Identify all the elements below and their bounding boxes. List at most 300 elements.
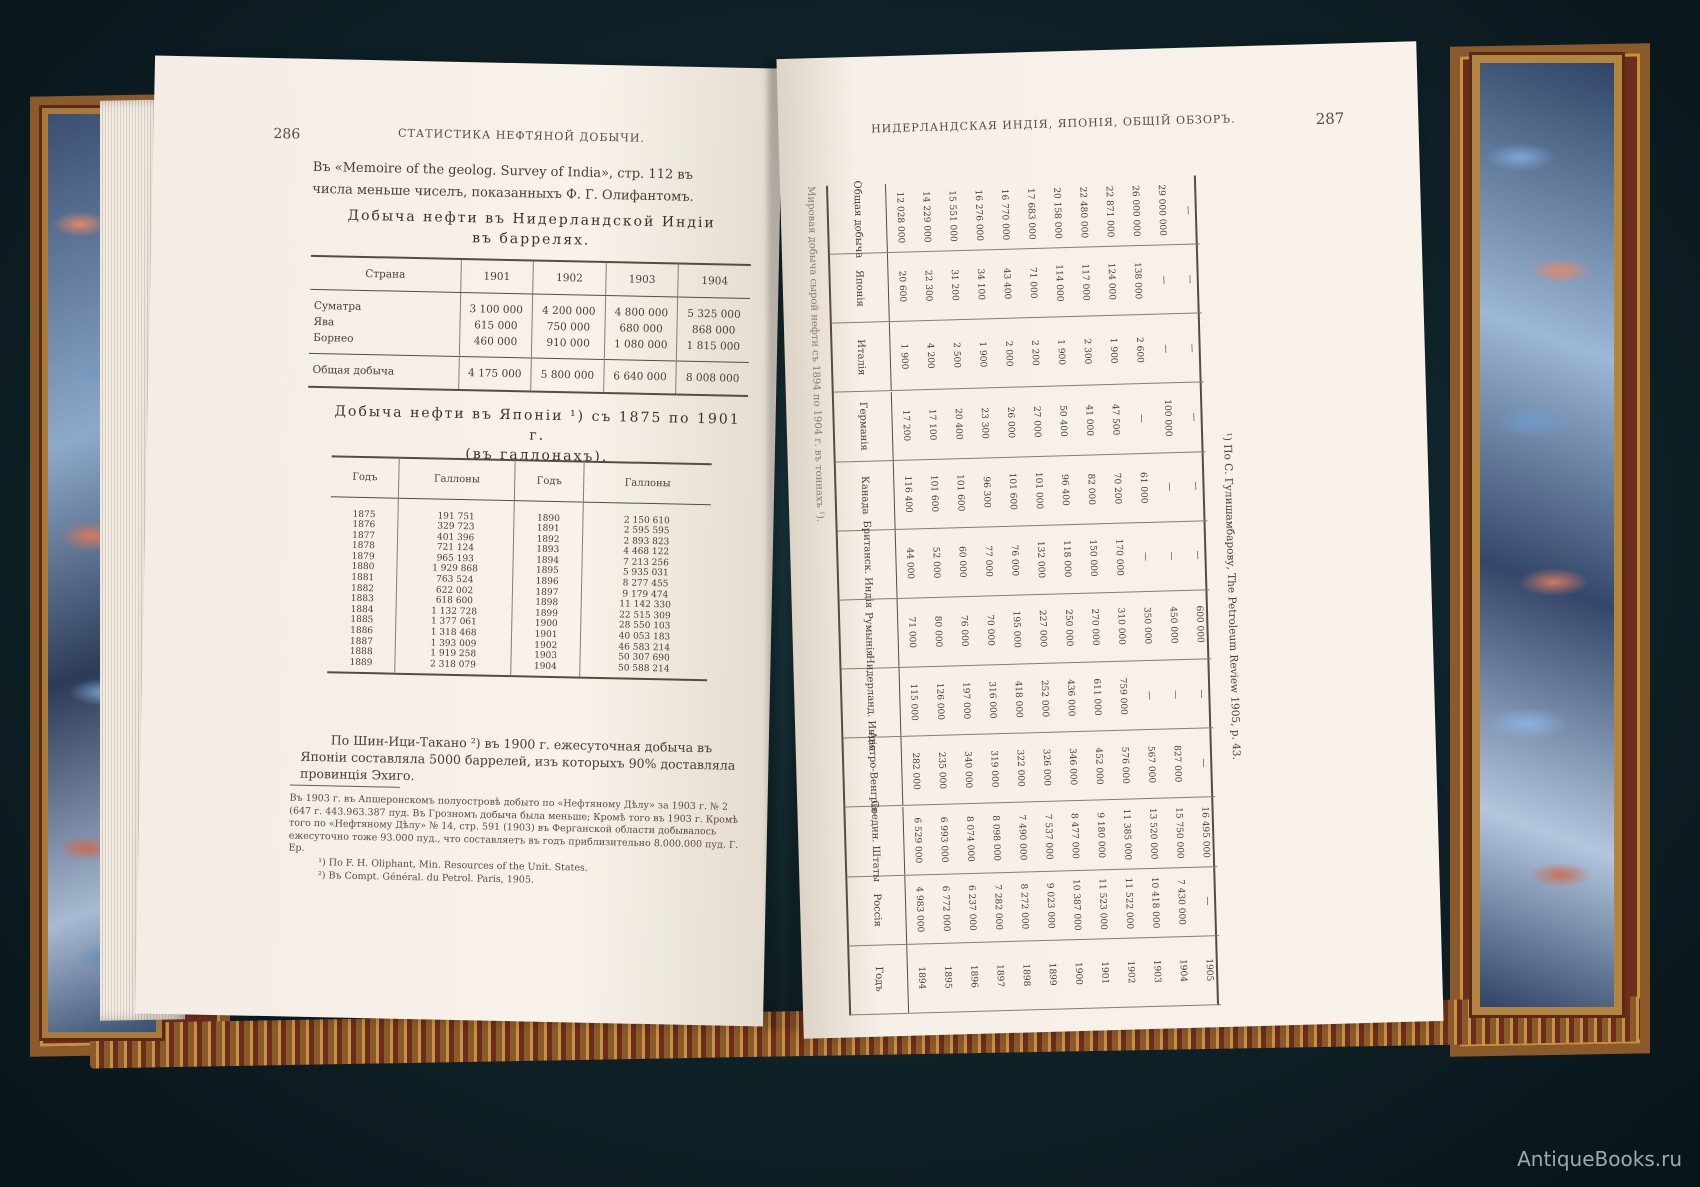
intro-text <box>312 157 773 211</box>
footnote-rule <box>290 785 400 788</box>
table-cell: 28 550 103 <box>580 620 708 633</box>
table-cell: — <box>1169 689 1181 700</box>
table-cell: — <box>1164 482 1175 492</box>
table-cell: 1891 <box>514 523 583 535</box>
table-column <box>830 245 1202 324</box>
table-cell: — <box>1184 274 1195 284</box>
table-cell: 15 750 000 <box>1173 806 1185 859</box>
intro-line-2: числа меньше чиселъ, показанныхъ Ф. Г. Олифантомъ. <box>312 181 694 205</box>
table-cell: 6 529 000 <box>911 817 923 864</box>
table-cell: 117 000 <box>1079 263 1091 301</box>
table-cell: 2 500 <box>950 341 962 368</box>
table-cell: 418 000 <box>1012 680 1024 718</box>
table-cell: 40 053 183 <box>580 631 708 644</box>
table-cell: 4 983 000 <box>913 886 925 933</box>
table-cell: 61 000 <box>1137 471 1149 504</box>
column-values <box>894 314 1202 391</box>
column-header <box>830 253 890 323</box>
table-cell: 76 000 <box>1008 544 1020 577</box>
table-cell: 31 200 <box>948 269 960 302</box>
table-cell: 250 000 <box>1062 609 1074 648</box>
table-cell: 452 000 <box>1092 747 1105 785</box>
table-cell: 252 000 <box>1038 679 1050 717</box>
table-cell: 4 468 122 <box>582 546 710 559</box>
table-cell: 316 000 <box>986 680 998 719</box>
table-header-cell: Галлоны <box>398 458 515 501</box>
table-cell: 2 200 <box>1029 339 1040 366</box>
table-cell: 1 815 000 <box>677 337 749 355</box>
table-cell: 101 600 <box>928 474 940 513</box>
column-values <box>898 452 1206 529</box>
table-cell: 965 193 <box>397 553 513 566</box>
table-cell: 622 002 <box>396 584 512 597</box>
table-cell: 1894 <box>513 555 582 567</box>
table-cell: — <box>1160 344 1171 354</box>
column-values <box>909 867 1217 944</box>
table-column <box>842 654 1214 752</box>
column-header-text: Британск. Индія <box>860 520 874 609</box>
table-cell: 1878 <box>351 541 375 552</box>
table-cell: 14 229 000 <box>920 191 932 243</box>
table-header-cell: Страна <box>310 256 461 293</box>
marbled-endpaper-right <box>1472 55 1622 1015</box>
table-cell: 319 000 <box>988 749 1000 788</box>
table-cell: 1882 <box>350 583 375 594</box>
table-cell: 576 000 <box>1119 746 1131 784</box>
table-cell: 1892 <box>514 534 583 546</box>
footnote: ¹) По F. H. Oliphant, Min. Resources of the Unit. States. <box>318 856 589 874</box>
table-cell: — <box>1136 414 1147 424</box>
table-cell: 118 000 <box>1061 540 1073 578</box>
column-header-text: Италія <box>855 339 868 376</box>
table-cell: 5 325 000 <box>678 305 750 323</box>
table-cell: 910 000 <box>532 334 605 352</box>
table-cell: 76 000 <box>958 615 970 648</box>
table-cell: 15 551 000 <box>946 190 958 243</box>
column-header-text: Германія <box>857 401 870 451</box>
table-cell: 101 600 <box>1006 472 1018 511</box>
table-cell: 26 000 000 <box>1129 185 1142 238</box>
table-cell: 16 495 000 <box>1199 806 1211 858</box>
column-header <box>842 654 902 752</box>
table-cell: 759 000 <box>1117 677 1129 715</box>
watermark: AntiqueBooks.ru <box>1517 1147 1682 1171</box>
table-cell: 22 871 000 <box>1103 186 1115 238</box>
table-cell: 47 500 <box>1109 403 1121 436</box>
table-cell: 4 175 000 <box>458 356 531 391</box>
table-cell: 235 000 <box>936 751 948 789</box>
table-cell: 195 000 <box>1010 610 1022 649</box>
table-cell: 1 377 061 <box>396 616 512 629</box>
table-cell: — <box>1139 552 1151 562</box>
table-caption: Мировая добыча сырой нефти съ 1894 по 1904 г. въ тоннахъ ¹). <box>805 186 826 523</box>
table-cell: 7 213 256 <box>582 556 710 569</box>
table-cell: 1897 <box>994 964 1005 988</box>
table-cell: 2 595 595 <box>582 525 710 538</box>
table-cell: 1895 <box>942 966 953 990</box>
table-column <box>849 936 1221 1015</box>
table-japan-production <box>327 455 711 681</box>
table-cell: 310 000 <box>1115 608 1127 646</box>
column-header-text: Румынія <box>862 611 876 657</box>
table-cell: Ява <box>313 315 335 328</box>
table-header-cell: 1901 <box>460 259 533 294</box>
table-cell: 16 770 000 <box>998 188 1011 241</box>
table-column <box>832 314 1204 393</box>
column-header-text: Японія <box>853 269 866 307</box>
table-cell: 1896 <box>968 965 979 989</box>
table-cell: 1894 <box>915 966 927 990</box>
table-cell: 1897 <box>512 587 581 599</box>
rotated-table <box>826 175 1219 1015</box>
page-number-right: 287 <box>1315 109 1345 129</box>
table-column <box>843 729 1215 813</box>
intro-line-1: Въ «Memoire of the geolog. Survey of India», стр. 112 въ <box>312 159 694 183</box>
world-production-table <box>805 176 1215 1016</box>
running-head-right: НИДЕРЛАНДСКАЯ ИНДІЯ, ЯПОНІЯ, ОБЩІЙ ОБЗОРЪ. <box>870 112 1236 136</box>
left-page <box>135 56 783 1027</box>
table-cell: 618 600 <box>396 595 512 608</box>
table-cell: 7 537 000 <box>1042 813 1054 860</box>
table-cell: 17 200 <box>900 409 912 442</box>
table-cell: 1898 <box>1020 963 1032 988</box>
table-cell: 1902 <box>511 640 580 652</box>
table-cell: 22 300 <box>922 270 934 303</box>
table-cell: 721 124 <box>397 542 513 555</box>
table-cell: 6 993 000 <box>937 816 950 863</box>
table-cell: 1 080 000 <box>604 336 677 354</box>
table-column <box>836 452 1208 531</box>
column-values <box>890 175 1198 252</box>
table-cell: 115 000 <box>907 683 919 721</box>
heading-japan-line-2: (въ галлонахъ). <box>465 446 609 466</box>
table-cell: 2 318 079 <box>395 659 511 677</box>
table-column <box>840 590 1212 669</box>
table-cell: 326 000 <box>1040 748 1052 787</box>
table-cell: 60 000 <box>956 546 968 578</box>
table-cell: — <box>1166 551 1177 561</box>
table-cell: 8 272 000 <box>1018 883 1030 930</box>
table-cell: 44 000 <box>904 547 916 580</box>
heading-dutch-india <box>341 205 722 253</box>
paragraph-japan-daily: По Шин-Ици-Такано ²) въ 1900 г. ежесуточная добыча въ Японіи составляла 5000 баррелей, изъ которыхъ 90% доставляла провинція Эхиго. <box>299 732 736 784</box>
table-cell: 1895 <box>513 566 582 578</box>
table-cell: 1904 <box>1177 959 1189 983</box>
table-column <box>838 520 1210 609</box>
table-cell: 1904 <box>511 661 580 678</box>
table-cell: Борнео <box>313 331 354 345</box>
table-cell: 1875 <box>352 509 376 520</box>
table-cell: 124 000 <box>1105 262 1117 300</box>
table-cell: 827 000 <box>1171 744 1183 783</box>
column-header-text: Россія <box>870 893 883 928</box>
table-cell: 9 179 474 <box>581 588 709 601</box>
table-cell: 132 000 <box>1034 541 1046 579</box>
table-cell: 100 000 <box>1161 399 1173 437</box>
table-cell: 70 000 <box>984 614 996 647</box>
table-cell: 1 393 009 <box>395 637 511 650</box>
table-cell: 2 893 823 <box>582 535 710 548</box>
table-cell: 1881 <box>351 572 375 584</box>
table-cell: 460 000 <box>459 332 532 350</box>
table-cell: 11 523 000 <box>1096 878 1109 930</box>
table-cell: 16 276 000 <box>972 189 985 242</box>
table-cell: — <box>1196 689 1207 699</box>
column-header-text: Общая добыча <box>850 180 865 258</box>
table-cell: — <box>1188 412 1199 422</box>
column-values <box>896 383 1204 460</box>
table-cell: 1883 <box>350 593 374 605</box>
table-cell: 1 900 <box>1107 337 1119 364</box>
table-cell: 611 000 <box>1091 677 1103 716</box>
table-cell: 170 000 <box>1113 538 1125 577</box>
table-cell: 8 098 000 <box>990 814 1002 861</box>
table-cell: 567 000 <box>1145 745 1157 784</box>
column-values <box>892 245 1200 322</box>
table-cell: 6 640 000 <box>603 359 676 394</box>
table-cell: 4 200 <box>924 342 936 369</box>
table-cell: 1888 <box>349 646 373 658</box>
table-cell: 13 520 000 <box>1147 807 1159 860</box>
table-dutch-india-production <box>308 255 751 397</box>
table-cell: 1905 <box>1203 958 1215 982</box>
table-cell: 1 318 468 <box>396 627 512 640</box>
table-cell: 7 430 000 <box>1175 878 1187 925</box>
column-header <box>845 800 905 883</box>
column-header-text: Годъ <box>872 966 885 993</box>
table-cell: 11 142 330 <box>581 599 709 612</box>
table-cell: 50 400 <box>1057 404 1069 437</box>
table-cell: 1 900 <box>898 343 910 370</box>
table-cell: 1900 <box>512 619 581 631</box>
table-cell: 2 150 610 <box>583 514 711 527</box>
table-cell: 1889 <box>327 657 395 674</box>
table-cell: 9 023 000 <box>1044 882 1056 929</box>
table-cell: 329 723 <box>398 521 514 534</box>
table-cell: 1902 <box>1125 960 1136 985</box>
table-cell: 96 400 <box>1059 474 1071 506</box>
table-cell: 20 600 <box>896 271 908 303</box>
column-header <box>843 731 903 813</box>
column-values <box>905 729 1213 806</box>
table-cell: 34 100 <box>974 268 986 301</box>
table-cell: 600 000 <box>1193 605 1205 644</box>
table-cell: 10 387 000 <box>1070 878 1082 931</box>
table-cell: 71 000 <box>906 616 917 649</box>
table-cell: 80 000 <box>932 616 944 648</box>
table-cell: 1890 <box>514 513 583 525</box>
table-cell: 11 522 000 <box>1122 877 1135 930</box>
column-values <box>900 521 1208 598</box>
table-cell: 1884 <box>350 604 374 616</box>
table-cell: 1900 <box>1072 962 1084 986</box>
table-cell: 1903 <box>1151 960 1162 984</box>
table-cell: 1896 <box>513 576 582 588</box>
table-cell: 4 800 000 <box>605 304 678 322</box>
table-cell: 77 000 <box>982 545 994 578</box>
table-cell: 270 000 <box>1089 608 1101 647</box>
table-cell: 20 158 000 <box>1051 187 1063 240</box>
table-cell: 1903 <box>511 650 580 662</box>
table-cell: Общая добыча <box>308 353 459 390</box>
table-cell: 101 000 <box>1032 471 1044 510</box>
column-header <box>847 876 907 946</box>
table-cell: 4 200 000 <box>532 302 605 320</box>
table-cell: — <box>1201 896 1213 906</box>
table-cell: 46 583 214 <box>580 641 708 654</box>
table-cell: — <box>1190 481 1201 491</box>
table-cell: 82 000 <box>1085 473 1097 506</box>
table-cell: 450 000 <box>1167 606 1179 645</box>
footnotes-left <box>288 793 750 893</box>
table-cell: 350 000 <box>1141 607 1153 645</box>
column-values <box>907 798 1215 875</box>
table-cell: 116 400 <box>902 475 914 514</box>
table-cell: 227 000 <box>1036 610 1048 648</box>
table-cell: 126 000 <box>934 682 946 720</box>
table-cell: — <box>1158 275 1169 285</box>
table-cell: 436 000 <box>1064 678 1076 717</box>
table-cell: 1899 <box>1046 963 1058 987</box>
table-cell: 2 300 <box>1081 337 1093 364</box>
table-cell: 340 000 <box>962 750 974 789</box>
heading-dutch-india-line-2: въ баррелях. <box>472 230 591 249</box>
table-cell: 8 008 000 <box>676 361 749 396</box>
heading-dutch-india-line-1: Добыча нефти въ Нидерландской Индіи <box>347 207 716 232</box>
table-cell: 282 000 <box>909 752 921 790</box>
footnote-right-text: ¹) По С. Гулишамбарову, The Petroleum Review 1905, p. 43. <box>1221 432 1243 761</box>
table-cell: 1893 <box>513 544 582 556</box>
table-cell: — <box>1192 550 1203 561</box>
table-cell: — <box>1143 690 1155 700</box>
table-cell: 2 000 <box>1003 340 1014 367</box>
table-cell: 615 000 <box>459 316 532 334</box>
table-cell: 1 132 728 <box>396 606 512 619</box>
footnote-right <box>1214 336 1249 856</box>
column-values <box>903 659 1211 736</box>
heading-japan-line-1: Добыча нефти въ Японіи ¹) съ 1875 по 1901 г. <box>334 403 741 444</box>
table-cell: 11 385 000 <box>1120 808 1133 861</box>
right-page <box>776 41 1443 1038</box>
table-cell: 23 300 <box>978 407 990 439</box>
column-values <box>911 936 1219 1013</box>
table-cell: 1899 <box>512 608 581 620</box>
table-cell: — <box>1182 205 1193 215</box>
table-cell: 50 307 690 <box>580 652 708 665</box>
table-cell: 17 683 000 <box>1025 188 1037 241</box>
footnote: Въ 1903 г. въ Апшеронскомъ полуостровѣ добыто по «Нефтяному Дѣлу» за 1903 г. № 2 (647 г. 443.963.387 пуд. Въ Грозномъ добыча была меньше; Кромѣ того въ 1903 г. Кромѣ того по «Нефтяному Дѣлу» № 14, стр. 591 (1903) въ Ферганской области добывалось ежесуточно тоже 93.000 пуд., что составляетъ въ годъ приблизительно 8.000.000 пуд. Г. Ер. <box>288 792 739 854</box>
table-cell: 150 000 <box>1087 539 1099 578</box>
table-cell: 20 400 <box>952 407 964 440</box>
table-cell: 29 000 000 <box>1155 184 1168 237</box>
column-header <box>838 520 898 609</box>
table-cell: 2 600 <box>1133 336 1145 363</box>
table-cell: — <box>1198 758 1209 768</box>
running-head-left: СТАТИСТИКА НЕФТЯНОЙ ДОБЫЧИ. <box>397 126 646 145</box>
table-cell: — <box>1186 343 1197 353</box>
table-cell: 7 490 000 <box>1016 814 1028 861</box>
table-cell: 138 000 <box>1131 261 1143 300</box>
table-column <box>847 867 1219 946</box>
table-header-cell: 1903 <box>605 262 678 297</box>
table-cell: 1 900 <box>1055 338 1067 365</box>
table-header-cell: 1904 <box>678 264 751 299</box>
page-number-left: 286 <box>273 126 301 143</box>
table-cell: 7 282 000 <box>992 883 1004 931</box>
table-cell: 70 200 <box>1111 472 1123 505</box>
column-header <box>849 945 909 1015</box>
table-cell: 191 751 <box>398 510 514 523</box>
table-cell: 6 237 000 <box>965 884 978 931</box>
table-cell: 1 900 <box>976 340 988 367</box>
table-column <box>828 175 1200 258</box>
table-cell: 41 000 <box>1083 404 1095 437</box>
table-header-cell: Годъ <box>514 460 584 502</box>
table-cell: 5 935 031 <box>582 567 710 580</box>
table-cell: 868 000 <box>677 321 749 339</box>
table-cell: 763 524 <box>397 574 513 587</box>
table-cell: 750 000 <box>532 318 605 336</box>
table-header-cell: Годъ <box>331 456 399 498</box>
table-cell: 1885 <box>350 615 374 626</box>
table-header-cell: Галлоны <box>583 462 711 505</box>
table-cell: 1 919 258 <box>395 648 511 661</box>
table-cell: 1876 <box>352 519 376 531</box>
column-header <box>832 322 892 392</box>
table-cell: 114 000 <box>1053 263 1065 302</box>
table-cell: 1901 <box>1098 961 1110 985</box>
table-cell: 17 100 <box>926 408 938 441</box>
table-cell: 26 000 <box>1004 406 1016 439</box>
table-cell: 71 000 <box>1027 267 1039 300</box>
table-cell: 197 000 <box>960 681 972 720</box>
table-cell: 1901 <box>512 629 581 641</box>
table-cell: 22 480 000 <box>1077 186 1089 239</box>
table-cell: 680 000 <box>605 320 678 338</box>
table-cell: 6 772 000 <box>939 885 952 932</box>
table-cell: 8 477 000 <box>1068 812 1080 859</box>
column-header <box>828 180 888 258</box>
table-cell: 1898 <box>512 597 581 609</box>
column-values <box>902 590 1210 667</box>
table-cell: 1880 <box>351 562 375 573</box>
footnote: ²) Въ Compt. Général. du Petrol. Paris, 1905. <box>317 870 535 886</box>
table-column <box>834 383 1206 462</box>
column-header-text: Соедин. Штаты <box>868 800 882 883</box>
table-cell: Суматра <box>313 299 362 313</box>
column-header <box>834 392 894 462</box>
table-cell: 8 074 000 <box>963 815 976 862</box>
table-cell: 8 277 455 <box>581 578 709 591</box>
table-cell: 1879 <box>351 551 375 563</box>
table-cell: 1 929 868 <box>397 563 513 576</box>
table-cell: 27 000 <box>1031 405 1042 438</box>
table-cell: 52 000 <box>930 546 942 579</box>
column-header-text: Нидерланд. Индія <box>864 654 878 752</box>
table-cell: 3 100 000 <box>460 300 533 318</box>
table-cell: 101 600 <box>954 474 966 512</box>
table-cell: 401 396 <box>398 531 514 544</box>
table-cell: 9 180 000 <box>1094 811 1107 858</box>
table-cell: 50 588 214 <box>579 662 707 680</box>
table-cell: 43 400 <box>1001 268 1012 300</box>
column-header-text: Австро-Венгрія <box>866 731 880 813</box>
table-cell: 5 800 000 <box>531 358 604 393</box>
table-cell: 22 515 309 <box>581 609 709 622</box>
table-cell: 96 300 <box>980 476 992 509</box>
table-cell: 1887 <box>349 636 373 647</box>
table-cell: 10 418 000 <box>1148 876 1161 929</box>
